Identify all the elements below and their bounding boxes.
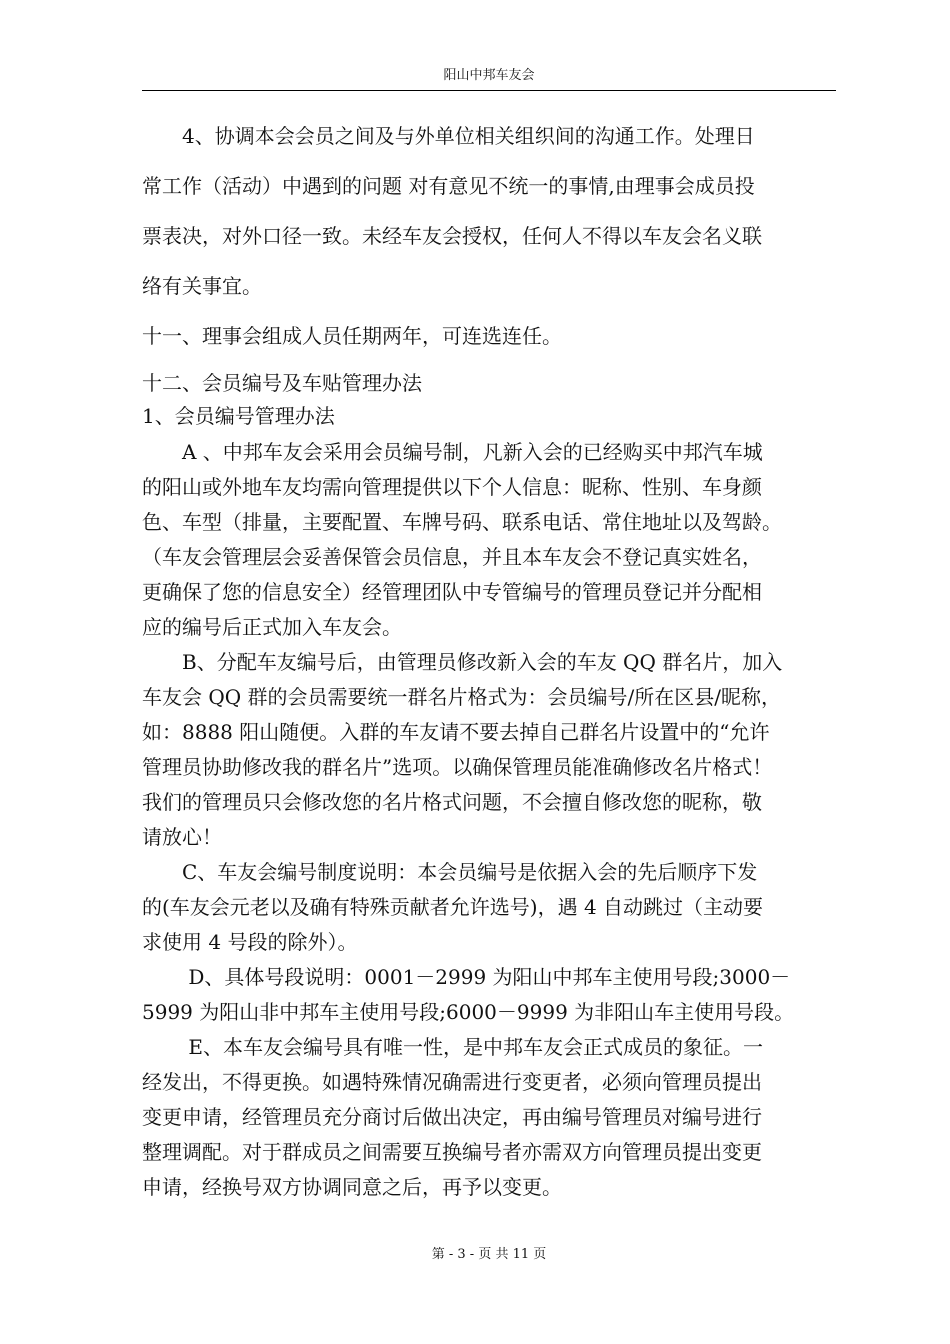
section-heading: 十一、理事会组成人员任期两年，可连选连任。 <box>142 324 562 348</box>
body-line: 经发出，不得更换。如遇特殊情况确需进行变更者，必须向管理员提出 <box>142 1070 762 1094</box>
body-line: 车友会 QQ 群的会员需要统一群名片格式为：会员编号/所在区县/昵称， <box>142 685 781 709</box>
body-line: 申请，经换号双方协调同意之后，再予以变更。 <box>142 1175 562 1199</box>
body-line: 4、协调本会会员之间及与外单位相关组织间的沟通工作。处理日 <box>142 124 755 148</box>
body-line: 更确保了您的信息安全）经管理团队中专管编号的管理员登记并分配相 <box>142 580 762 604</box>
body-line: B、分配车友编号后，由管理员修改新入会的车友 QQ 群名片，加入 <box>142 650 783 674</box>
body-line: 的(车友会元老以及确有特殊贡献者允许选号)，遇 4 自动跳过（主动要 <box>142 895 764 919</box>
body-line: 5999 为阳山非中邦车主使用号段;6000－9999 为非阳山车主使用号段。 <box>142 1000 795 1024</box>
body-line: 应的编号后正式加入车友会。 <box>142 615 402 639</box>
body-line: （车友会管理层会妥善保管会员信息，并且本车友会不登记真实姓名， <box>142 545 762 569</box>
body-line: 色、车型（排量，主要配置、车牌号码、联系电话、常住地址以及驾龄。 <box>142 510 782 534</box>
body-line: 如：8888 阳山随便。入群的车友请不要去掉自己群名片设置中的“允许 <box>142 720 770 744</box>
page-footer <box>142 1246 836 1264</box>
body-line: 的阳山或外地车友均需向管理提供以下个人信息：昵称、性别、车身颜 <box>142 475 762 499</box>
body-line: A 、中邦车友会采用会员编号制，凡新入会的已经购买中邦汽车城 <box>142 440 763 464</box>
body-line: D、具体号段说明：0001－2999 为阳山中邦车主使用号段;3000－ <box>142 965 791 989</box>
page-header <box>142 66 836 91</box>
body-line: C、车友会编号制度说明：本会员编号是依据入会的先后顺序下发 <box>142 860 758 884</box>
body-line: 请放心！ <box>142 825 222 849</box>
body-line: 管理员协助修改我的群名片”选项。以确保管理员能准确修改名片格式！ <box>142 755 773 779</box>
body-line: 我们的管理员只会修改您的名片格式问题，不会擅自修改您的昵称，敬 <box>142 790 762 814</box>
subsection-heading: 1、会员编号管理办法 <box>142 404 335 428</box>
body-line: E、本车友会编号具有唯一性，是中邦车友会正式成员的象征。一 <box>142 1035 763 1059</box>
section-heading: 十二、会员编号及车贴管理办法 <box>142 371 422 395</box>
body-line: 常工作（活动）中遇到的问题 对有意见不统一的事情,由理事会成员投 <box>142 174 755 198</box>
header-title: 阳山中邦车友会 <box>443 68 535 83</box>
body-line: 整理调配。对于群成员之间需要互换编号者亦需双方向管理员提出变更 <box>142 1140 762 1164</box>
body-line: 求使用 4 号段的除外）。 <box>142 930 358 954</box>
body-line: 变更申请，经管理员充分商讨后做出决定，再由编号管理员对编号进行 <box>142 1105 762 1129</box>
page-number: 第 - 3 - 页 共 11 页 <box>431 1247 547 1262</box>
body-line: 票表决，对外口径一致。未经车友会授权，任何人不得以车友会名义联 <box>142 224 762 248</box>
body-line: 络有关事宜。 <box>142 274 262 298</box>
